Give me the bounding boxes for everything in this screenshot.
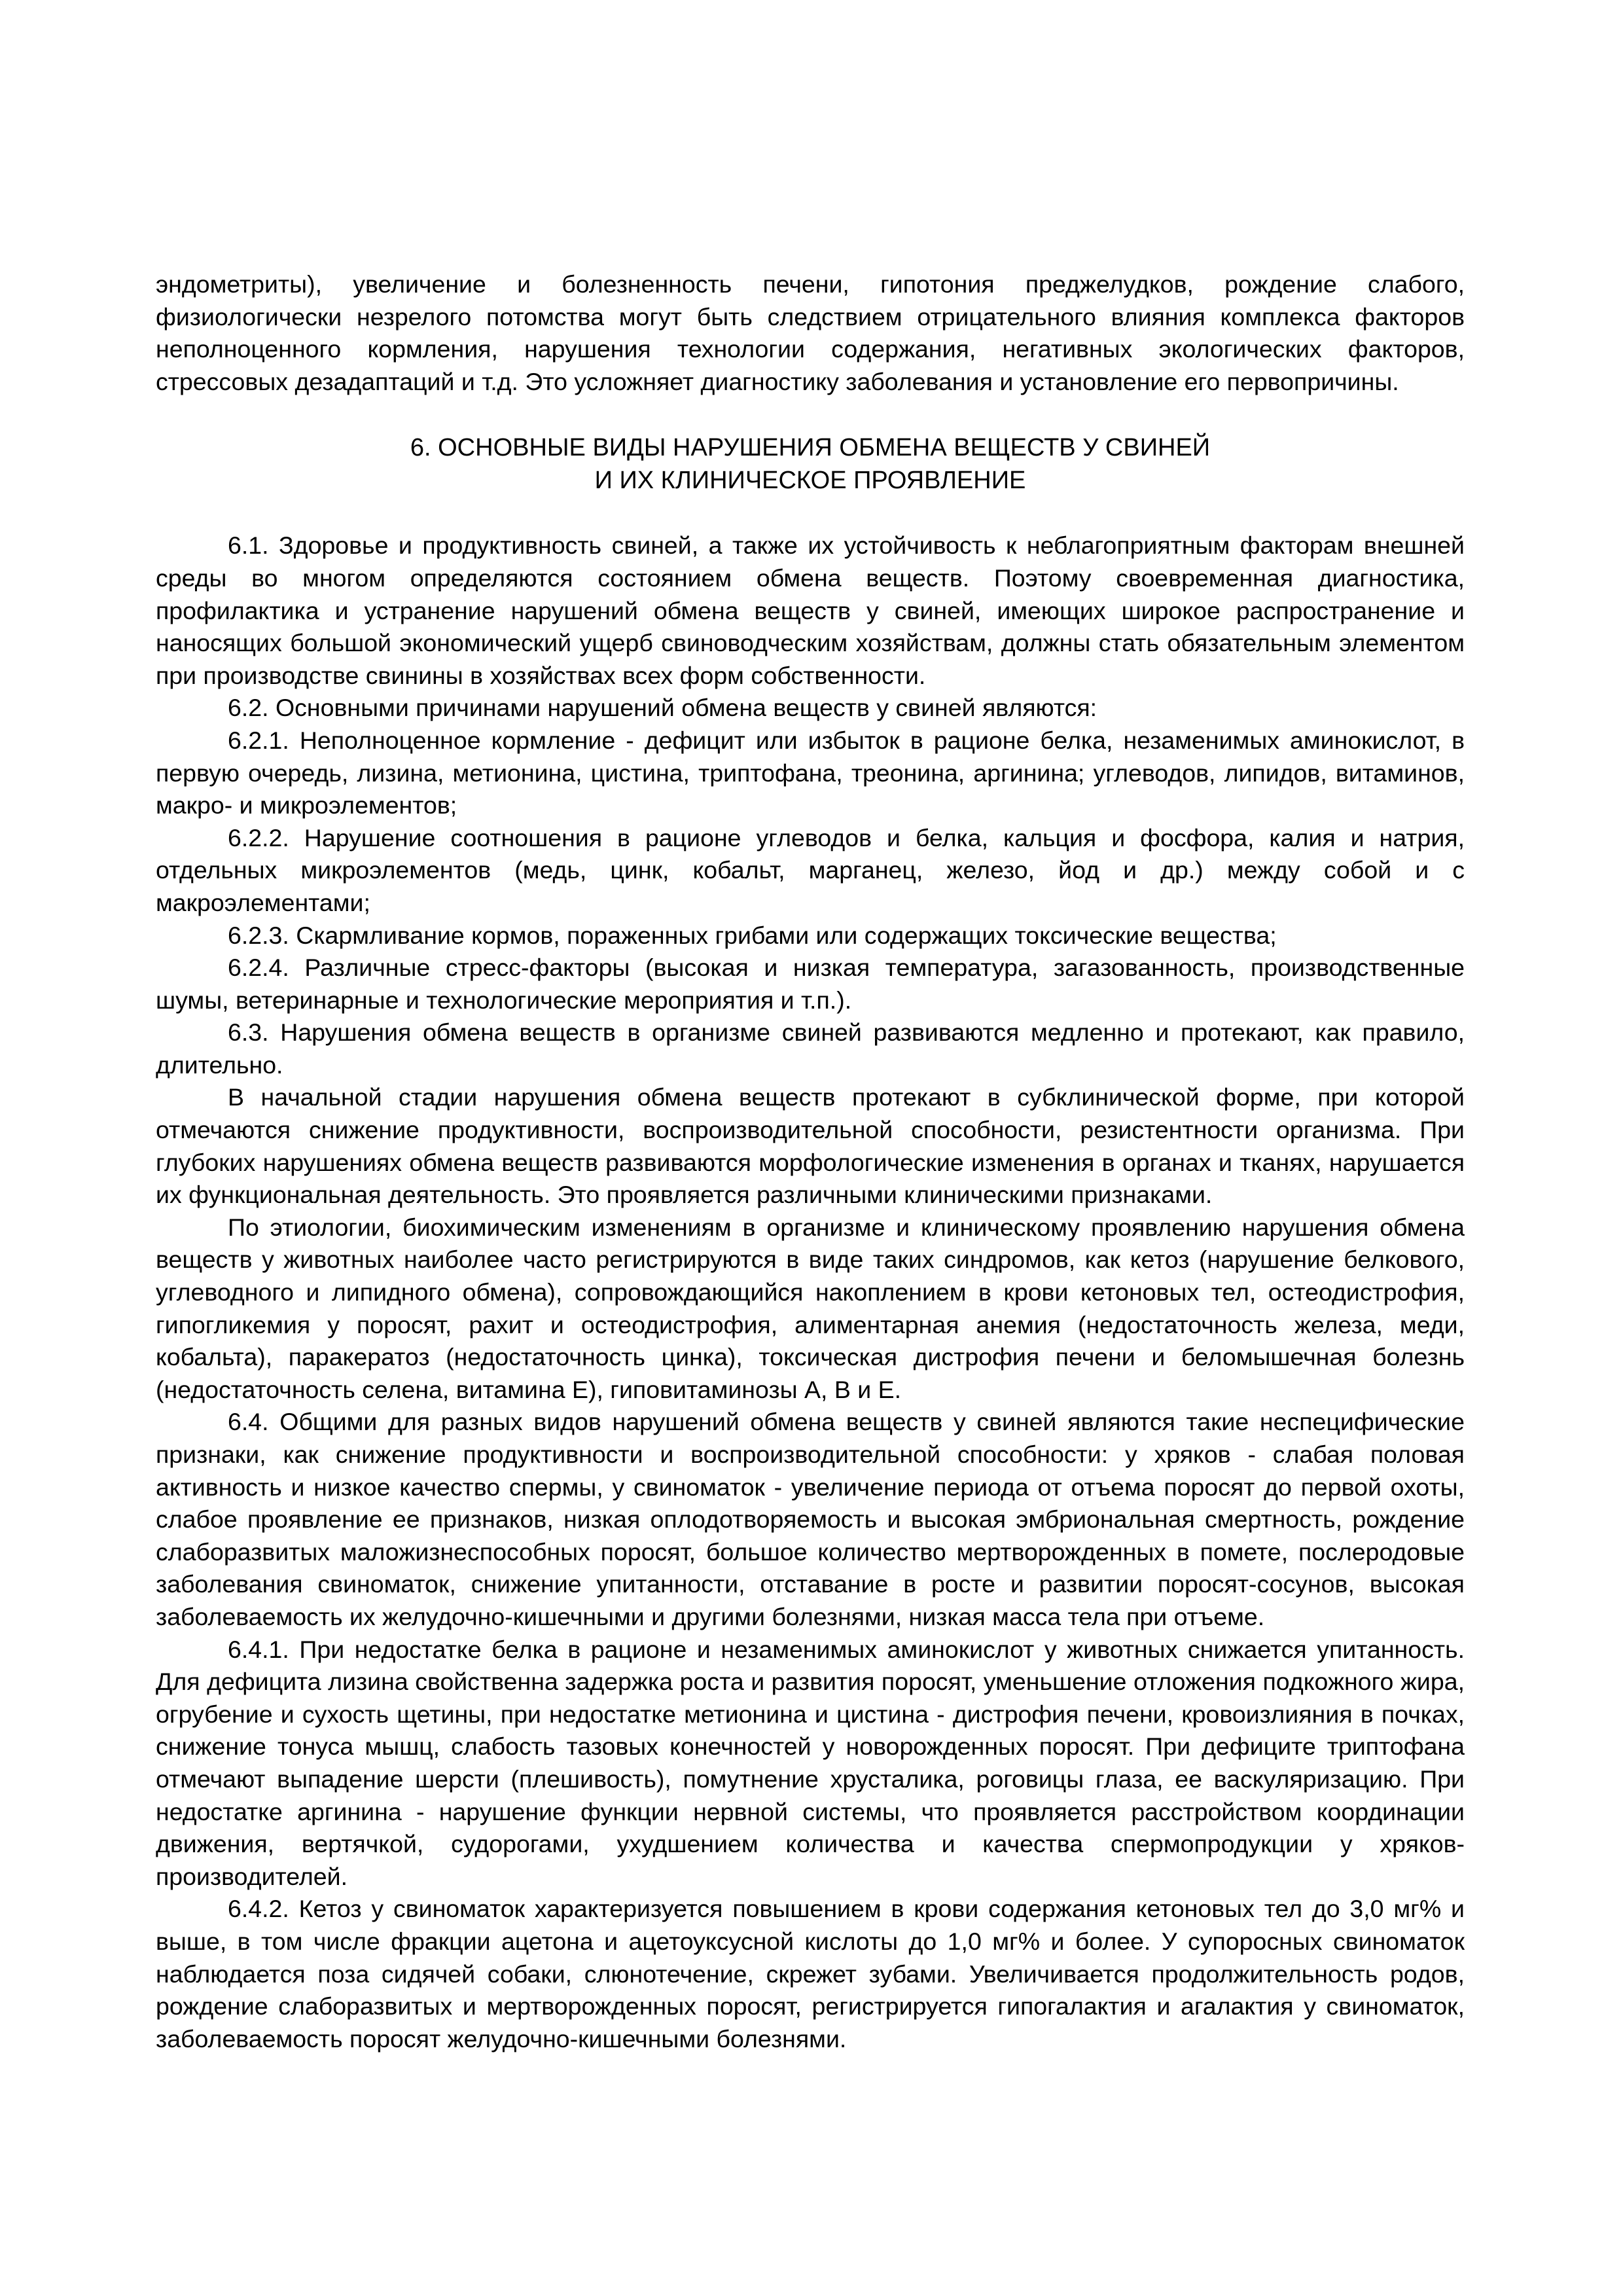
- paragraph-6-2-2: 6.2.2. Нарушение соотношения в рационе углеводов и белка, кальция и фосфора, калия и натрия, отдельных микроэлементов (медь, цинк, кобальт, марганец, железо, йод и др.) между собой и с макроэлементами;: [156, 823, 1465, 916]
- paragraph-6-2-3: 6.2.3. Скармливание кормов, пораженных грибами или содержащих токсические вещества;: [228, 921, 1277, 949]
- paragraph-6-4: 6.4. Общими для разных видов нарушений обмена веществ у свиней являются такие неспецифические признаки, как снижение продуктивности и воспроизводительной способности: у хряков - слабая половая активность и низкое качество спермы, у свиноматок - увеличение периода от отъема поросят до первой охоты, слабое проявление ее признаков, низкая оплодотворяемость и высокая эмбриональная смертность, рождение слаборазвитых маложизнеспособных поросят, большое количество мертворожденных в помете, послеродовые заболевания свиноматок, снижение упитанности, отставание в росте и развитии поросят-сосунов, высокая заболеваемость их желудочно-кишечными и другими болезнями, низкая масса тела при отъеме.: [156, 1408, 1465, 1630]
- paragraph-6-3: 6.3. Нарушения обмена веществ в организме свиней развиваются медленно и протекают, как правило, длительно.: [156, 1018, 1465, 1079]
- paragraph-6-4-1: 6.4.1. При недостатке белка в рационе и незаменимых аминокислот у животных снижается упитанность. Для дефицита лизина свойственна задержка роста и развития поросят, уменьшение отложения подкожного жира, огрубение и сухость щетины, при недостатке метионина и цистина - дистрофия печени, кровоизлияния в почках, снижение тонуса мышц, слабость тазовых конечностей у новорожденных поросят. При дефиците триптофана отмечают выпадение шерсти (плешивость), помутнение хрусталика, роговицы глаза, ее васкуляризацию. При недостатке аргинина - нарушение функции нервной системы, что проявляется расстройством координации движения, вертячкой, судорогами, ухудшением количества и качества спермопродукции у хряков-производителей.: [156, 1635, 1465, 1890]
- paragraph-etiology: По этиологии, биохимическим изменениям в организме и клиническому проявлению нарушения обмена веществ у животных наиболее часто регистрируются в виде таких синдромов, как кетоз (нарушение белкового, углеводного и липидного обмена), сопровождающийся накоплением в крови кетоновых тел, остеодистрофия, гипогликемия у поросят, рахит и остеодистрофия, алиментарная анемия (недостаточность железа, меди, кобальта), паракератоз (недостаточность цинка), токсическая дистрофия печени и беломышечная болезнь (недостаточность селена, витамина Е), гиповитаминозы А, В и Е.: [156, 1213, 1465, 1403]
- paragraph-6-2: 6.2. Основными причинами нарушений обмена веществ у свиней являются:: [228, 694, 1097, 722]
- document-body: [156, 268, 1465, 2055]
- paragraph-6-2-4: 6.2.4. Различные стресс-факторы (высокая и низкая температура, загазованность, производственные шумы, ветеринарные и технологические мероприятия и т.п.).: [156, 954, 1465, 1014]
- paragraph-6-2-1: 6.2.1. Неполноценное кормление - дефицит или избыток в рационе белка, незаменимых аминокислот, в первую очередь, лизина, метионина, цистина, триптофана, треонина, аргинина; углеводов, липидов, витаминов, макро- и микроэлементов;: [156, 726, 1465, 819]
- intro-paragraph: эндометриты), увеличение и болезненность печени, гипотония преджелудков, рождение слабого, физиологически незрелого потомства могут быть следствием отрицательного влияния комплекса факторов неполноценного кормления, нарушения технологии содержания, негативных экологических факторов, стрессовых дезадаптаций и т.д. Это усложняет диагностику заболевания и установление его первопричины.: [156, 270, 1465, 395]
- section-heading-line-1: 6. ОСНОВНЫЕ ВИДЫ НАРУШЕНИЯ ОБМЕНА ВЕЩЕСТВ У СВИНЕЙ: [410, 434, 1211, 462]
- paragraph-6-1: 6.1. Здоровье и продуктивность свиней, а также их устойчивость к неблагоприятным факторам внешней среды во многом определяются состоянием обмена веществ. Поэтому своевременная диагностика, профилактика и устранение нарушений обмена веществ у свиней, имеющих широкое распространение и наносящих большой экономический ущерб свиноводческим хозяйствам, должны стать обязательным элементом при производстве свинины в хозяйствах всех форм собственности.: [156, 531, 1465, 689]
- section-heading-line-2: И ИХ КЛИНИЧЕСКОЕ ПРОЯВЛЕНИЕ: [594, 467, 1026, 495]
- paragraph-initial-stage: В начальной стадии нарушения обмена веществ протекают в субклинической форме, при которой отмечаются снижение продуктивности, воспроизводительной способности, резистентности организма. При глубоких нарушениях обмена веществ развиваются морфологические изменения в органах и тканях, нарушается их функциональная деятельность. Это проявляется различными клиническими признаками.: [156, 1083, 1465, 1209]
- paragraph-6-4-2: 6.4.2. Кетоз у свиноматок характеризуется повышением в крови содержания кетоновых тел до 3,0 мг% и выше, в том числе фракции ацетона и ацетоуксусной кислоты до 1,0 мг% и более. У супоросных свиноматок наблюдается поза сидячей собаки, слюнотечение, скрежет зубами. Увеличивается продолжительность родов, рождение слаборазвитых и мертворожденных поросят, регистрируется гипогалактия и агалактия у свиноматок, заболеваемость поросят желудочно-кишечными болезнями.: [156, 1895, 1465, 2053]
- section-heading: [156, 431, 1465, 497]
